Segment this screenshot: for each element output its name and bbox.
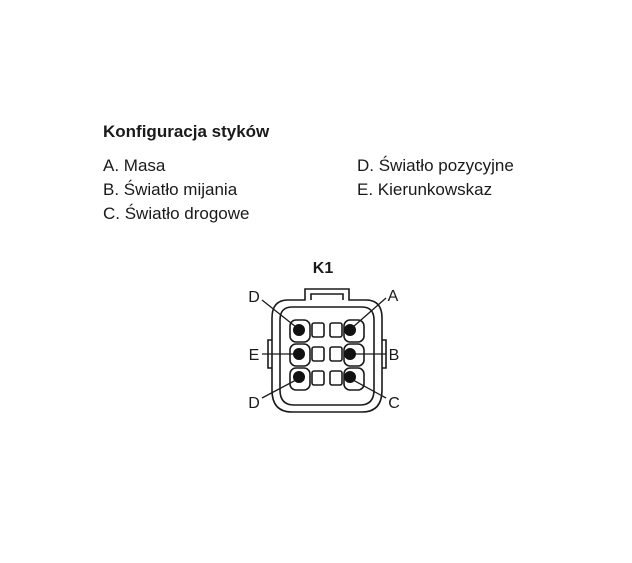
label-top-left: D (248, 289, 260, 306)
pin-dot (293, 348, 305, 360)
label-bottom-left: D (248, 395, 260, 412)
label-top-right: A (387, 288, 399, 305)
pin-d-description: D. Światło pozycyjne (357, 156, 514, 175)
label-mid-right: B (388, 347, 400, 364)
pin-c-description: C. Światło drogowe (103, 204, 250, 223)
pin-a-description: A. Masa (103, 156, 166, 175)
connector-name: K1 (312, 260, 334, 277)
pin-e-description: E. Kierunkowskaz (357, 180, 493, 199)
pin-configuration-title: Konfiguracja styków (103, 122, 270, 141)
label-bottom-right: C (388, 395, 400, 412)
label-mid-left: E (248, 347, 260, 364)
connector-housing (268, 289, 386, 412)
pin-b-description: B. Światło mijania (103, 180, 238, 199)
pin-dot (344, 348, 356, 360)
